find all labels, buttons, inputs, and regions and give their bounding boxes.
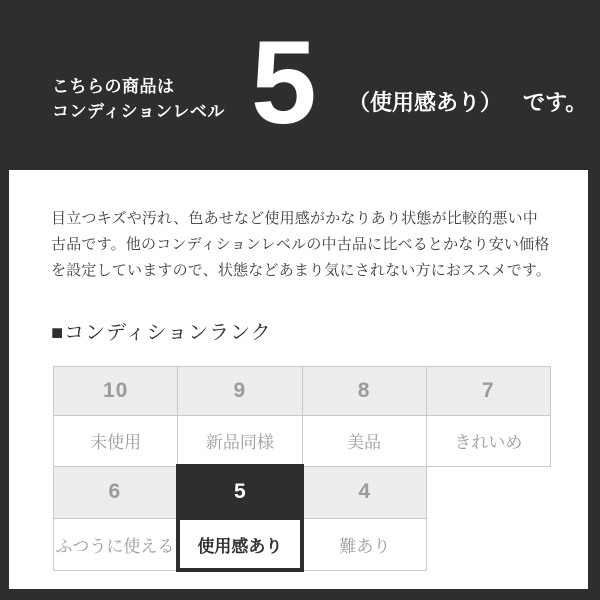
rank-number-row-top (54, 367, 551, 416)
banner-intro-line1: こちらの商品は (52, 77, 175, 96)
rank-label-row-bottom (54, 518, 551, 570)
condition-rank-heading: ■コンディションランク (51, 322, 272, 344)
condition-banner (0, 0, 600, 170)
rank-number-cell-6: 6 (54, 466, 178, 518)
banner-intro (52, 74, 225, 124)
rank-label-cell-10: 未使用 (54, 416, 178, 467)
rank-empty-cell (426, 518, 550, 570)
rank-label-cell-5-current: 使用感あり (178, 518, 302, 570)
rank-number-cell-5-current: 5 (178, 466, 302, 518)
condition-rank-table (53, 366, 551, 572)
banner-level-caption (348, 91, 587, 115)
rank-label-cell-4: 難あり (302, 518, 426, 570)
condition-description: 目立つキズや汚れ、色あせなど使用感がかなりあり状態が比較的悪い中古品です。他のコンディションレベルの中古品に比べるとかなり安い価格を設定していますので、状態などあまり気にされない方におススメです。 (51, 210, 552, 279)
rank-label-cell-9: 新品同様 (178, 416, 302, 467)
condition-level-label: （使用感あり） (348, 90, 503, 115)
banner-suffix: です。 (523, 90, 588, 115)
banner-intro-line2: コンディションレベル (52, 102, 225, 121)
condition-level-number: 5 (251, 17, 317, 149)
rank-empty-cell (426, 466, 550, 518)
rank-number-cell-8: 8 (302, 367, 426, 416)
rank-label-cell-8: 美品 (302, 416, 426, 467)
rank-number-cell-9: 9 (178, 367, 302, 416)
rank-label-cell-6: ふつうに使える (54, 518, 178, 570)
rank-number-cell-4: 4 (302, 466, 426, 518)
content-panel (9, 170, 588, 589)
rank-number-row-bottom (54, 466, 551, 518)
rank-label-row-top (54, 416, 551, 467)
rank-number-cell-7: 7 (426, 367, 550, 416)
rank-number-cell-10: 10 (54, 367, 178, 416)
rank-label-cell-7: きれいめ (426, 416, 550, 467)
